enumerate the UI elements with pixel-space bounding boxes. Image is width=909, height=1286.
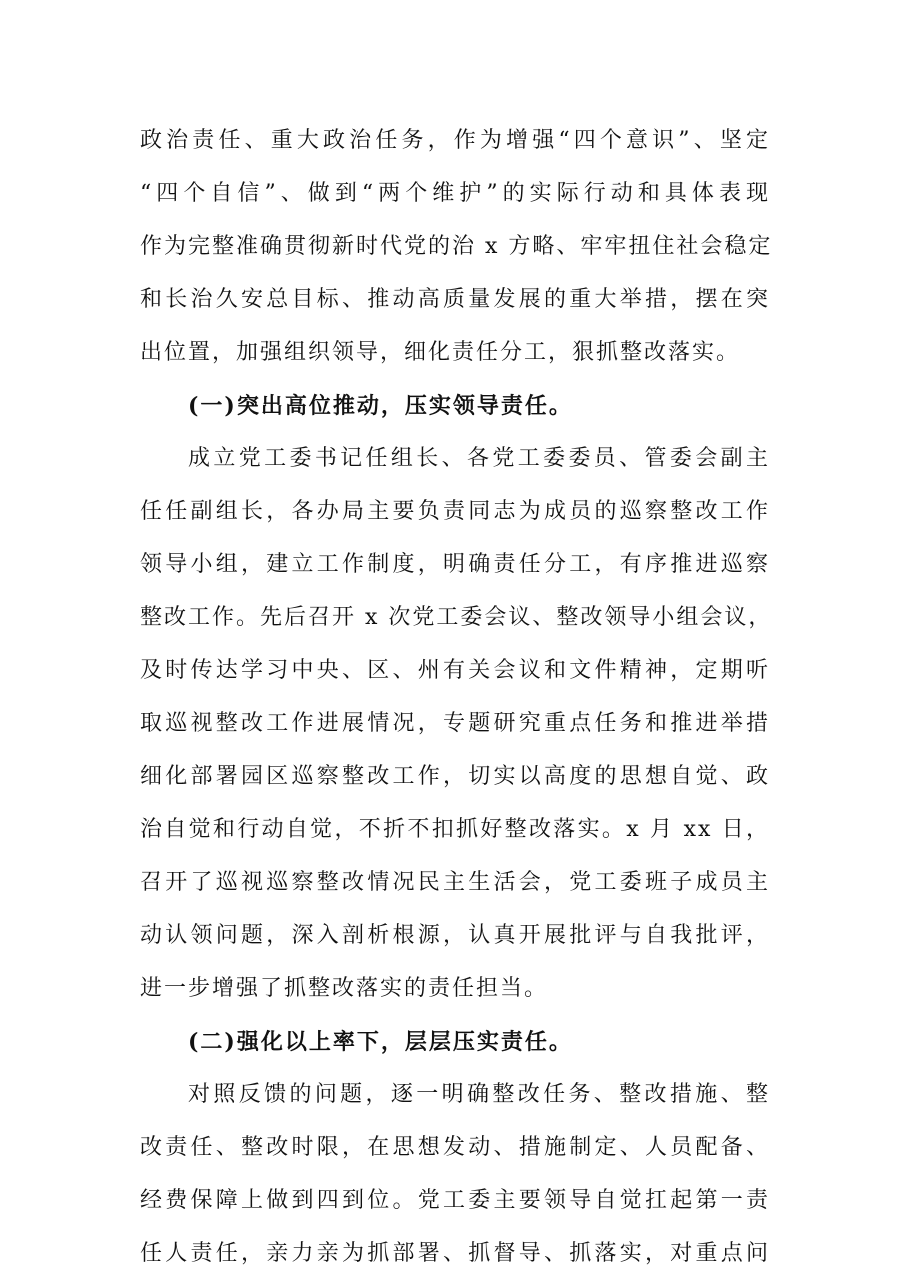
- body-text-line: 出位置，加强组织领导，细化责任分工，狠抓整改落实。: [140, 340, 741, 365]
- body-text-line: 改责任、整改时限，在思想发动、措施制定、人员配备、: [140, 1135, 770, 1160]
- body-text-line: 和长治久安总目标、推动高质量发展的重大举措，摆在突: [140, 287, 770, 312]
- body-text-line: 任任副组长，各办局主要负责同志为成员的巡察整改工作: [140, 499, 770, 524]
- body-text-line: 召开了巡视巡察整改情况民主生活会，党工委班子成员主: [140, 870, 770, 895]
- section-heading-1: (一)突出高位推动，压实领导责任。: [188, 393, 573, 419]
- section-heading-2: (二)强化以上率下，层层压实责任。: [188, 1029, 573, 1055]
- body-text-line: 作为完整准确贯彻新时代党的治 x 方略、牢牢扭住社会稳定: [140, 234, 773, 259]
- body-text-line: 细化部署园区巡察整改工作，切实以高度的思想自觉、政: [140, 764, 770, 789]
- body-text-line: 任人责任，亲力亲为抓部署、抓督导、抓落实，对重点问: [140, 1241, 770, 1266]
- body-text-line: 取巡视整改工作进展情况，专题研究重点任务和推进举措: [140, 711, 770, 736]
- body-text-line: 政治责任、重大政治任务，作为增强“四个意识”、坚定: [140, 128, 770, 153]
- body-text-line: “四个自信”、做到“两个维护”的实际行动和具体表现: [140, 181, 770, 206]
- paragraph-first-line: 成立党工委书记任组长、各党工委委员、管委会副主: [188, 446, 770, 471]
- body-text-line: 经费保障上做到四到位。党工委主要领导自觉扛起第一责: [140, 1188, 770, 1213]
- body-text-line: 整改工作。先后召开 x 次党工委会议、整改领导小组会议，: [140, 605, 773, 630]
- body-text-line: 治自觉和行动自觉，不折不扣抓好整改落实。x 月 xx 日，: [140, 817, 770, 842]
- body-text-line: 动认领问题，深入剖析根源，认真开展批评与自我批评，: [140, 923, 770, 948]
- body-text-line: 及时传达学习中央、区、州有关会议和文件精神，定期听: [140, 658, 770, 683]
- body-text-line: 领导小组，建立工作制度，明确责任分工，有序推进巡察: [140, 552, 770, 577]
- paragraph-first-line: 对照反馈的问题，逐一明确整改任务、整改措施、整: [188, 1082, 770, 1107]
- body-text-line: 进一步增强了抓整改落实的责任担当。: [140, 976, 549, 1001]
